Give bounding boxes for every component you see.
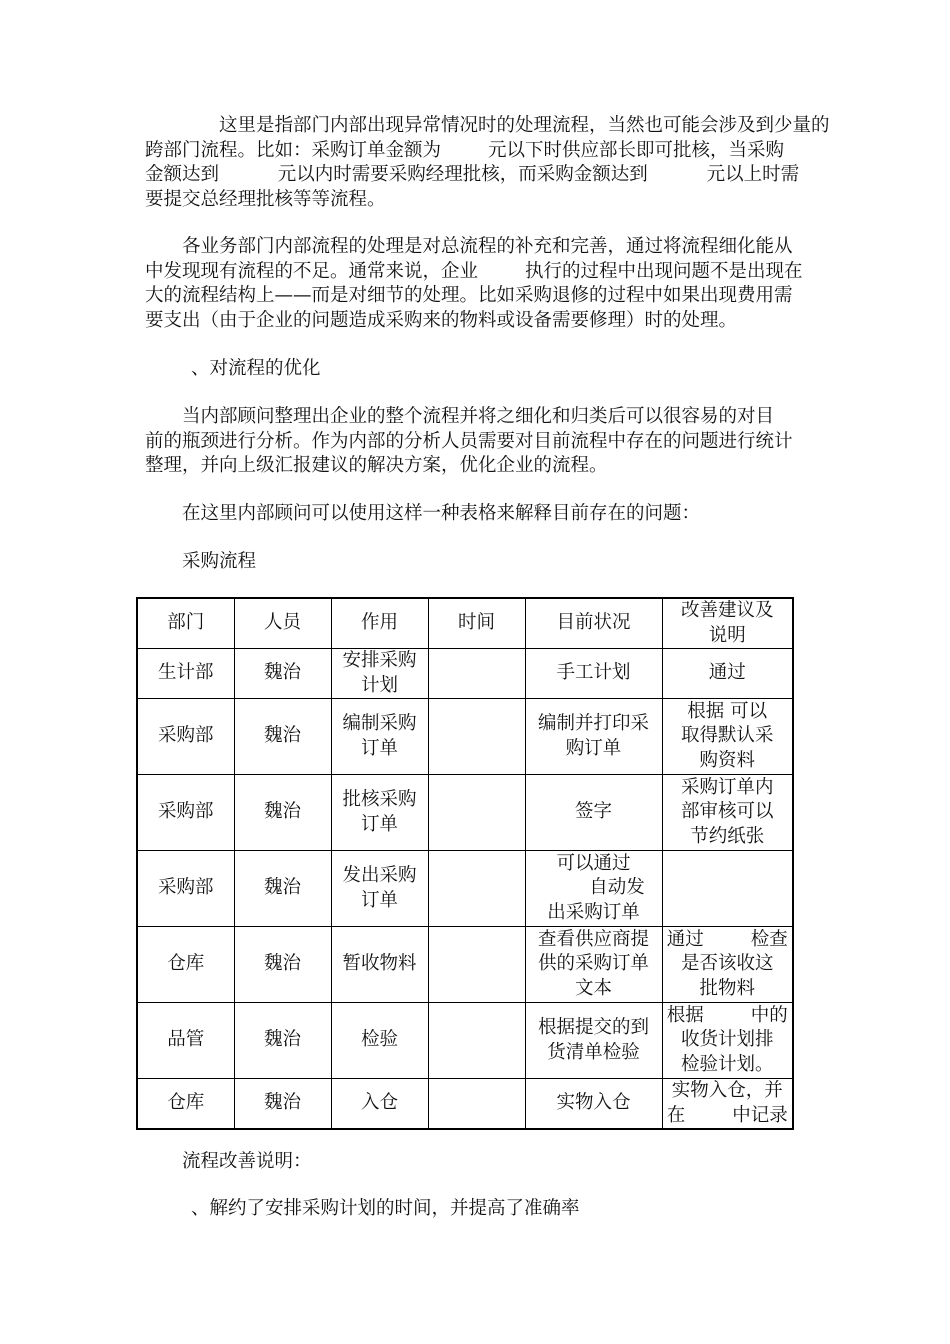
section-heading: 、对流程的优化 <box>191 358 321 379</box>
paragraph-optimization <box>145 405 810 479</box>
table-cell: 魏治 <box>234 1079 331 1130</box>
improvement-notes-title: 流程改善说明： <box>182 1151 312 1172</box>
table-row <box>137 1079 793 1130</box>
table-row <box>137 775 793 851</box>
text-line: 中发现现有流程的不足。通常来说，企业 执行的过程中出现问题不是出现在 <box>145 260 803 282</box>
table-cell: 批核采购 订单 <box>331 775 428 851</box>
table-cell: 品管 <box>137 1003 234 1079</box>
table-cell: 实物入仓 <box>525 1079 662 1130</box>
text-line: 大的流程结构上——而是对细节的处理。比如采购退修的过程中如果出现费用需 <box>145 285 793 306</box>
text-line: 各业务部门内部流程的处理是对总流程的补充和完善，通过将流程细化能从 <box>182 236 793 257</box>
table-cell: 编制采购 订单 <box>331 699 428 775</box>
table-cell <box>428 851 525 927</box>
table-cell: 实物入仓，并 在 中记录 <box>662 1079 793 1130</box>
table-cell: 魏治 <box>234 649 331 699</box>
table-row <box>137 1003 793 1079</box>
text-line: 整理，并向上级汇报建议的解决方案，优化企业的流程。 <box>145 455 608 476</box>
table-cell: 入仓 <box>331 1079 428 1130</box>
table-cell: 仓库 <box>137 1079 234 1130</box>
table-cell <box>428 699 525 775</box>
text-line: 跨部门流程。比如：采购订单金额为 元以下时供应部长即可批核，当采购 <box>145 139 785 161</box>
header-cell: 改善建议及 说明 <box>662 598 793 649</box>
table-title: 采购流程 <box>182 551 257 572</box>
table-cell <box>662 851 793 927</box>
table-cell: 魏治 <box>234 1003 331 1079</box>
text-line: 要提交总经理批核等等流程。 <box>145 188 386 210</box>
table-intro: 在这里内部顾问可以使用这样一种表格来解释目前存在的问题： <box>182 503 701 524</box>
table-cell: 通过 <box>662 649 793 699</box>
header-cell: 作用 <box>331 598 428 649</box>
table-row <box>137 699 793 775</box>
text-line: 金额达到 元以内时需要采购经理批核，而采购金额达到 元以上时需 <box>145 164 800 185</box>
table-cell: 魏治 <box>234 851 331 927</box>
table-cell <box>428 927 525 1003</box>
table-cell: 通过 检查 是否该收这 批物料 <box>662 927 793 1003</box>
paragraph-approval-process <box>145 114 830 212</box>
text-line: 当内部顾问整理出企业的整个流程并将之细化和归类后可以很容易的对目 <box>182 406 775 427</box>
table-cell: 采购部 <box>137 699 234 775</box>
table-cell: 采购部 <box>137 775 234 851</box>
table-cell: 安排采购 计划 <box>331 649 428 699</box>
table-cell: 检验 <box>331 1003 428 1079</box>
table-header-row <box>137 598 793 649</box>
table-cell <box>428 775 525 851</box>
paragraph-department-flow <box>145 235 810 333</box>
table-cell: 暂收物料 <box>331 927 428 1003</box>
header-cell: 时间 <box>428 598 525 649</box>
table-cell: 魏治 <box>234 927 331 1003</box>
table-cell: 生计部 <box>137 649 234 699</box>
table-cell <box>428 1003 525 1079</box>
table-cell: 发出采购 订单 <box>331 851 428 927</box>
table-cell: 手工计划 <box>525 649 662 699</box>
header-cell: 部门 <box>137 598 234 649</box>
procurement-process-table <box>136 597 794 1130</box>
table-cell <box>428 1079 525 1130</box>
table-cell: 根据 可以 取得默认采 购资料 <box>662 699 793 775</box>
table-cell: 魏治 <box>234 775 331 851</box>
table-row <box>137 851 793 927</box>
table-cell: 查看供应商提 供的采购订单 文本 <box>525 927 662 1003</box>
table-cell: 可以通过 自动发 出采购订单 <box>525 851 662 927</box>
text-line: 要支出（由于企业的问题造成采购来的物料或设备需要修理）时的处理。 <box>145 309 738 331</box>
text-line: 前的瓶颈进行分析。作为内部的分析人员需要对目前流程中存在的问题进行统计 <box>145 430 793 452</box>
header-cell: 目前状况 <box>525 598 662 649</box>
text-line: 这里是指部门内部出现异常情况时的处理流程，当然也可能会涉及到少量的 <box>219 115 830 136</box>
table-cell: 魏治 <box>234 699 331 775</box>
table-cell: 采购部 <box>137 851 234 927</box>
table-row <box>137 927 793 1003</box>
improvement-note-item: 、解约了安排采购计划的时间，并提高了准确率 <box>191 1198 580 1219</box>
table-cell: 签字 <box>525 775 662 851</box>
table-cell: 采购订单内 部审核可以 节约纸张 <box>662 775 793 851</box>
table-cell: 编制并打印采 购订单 <box>525 699 662 775</box>
table-cell: 根据提交的到 货清单检验 <box>525 1003 662 1079</box>
table-cell: 根据 中的 收货计划排 检验计划。 <box>662 1003 793 1079</box>
table-row <box>137 649 793 699</box>
header-cell: 人员 <box>234 598 331 649</box>
table-cell: 仓库 <box>137 927 234 1003</box>
table-cell <box>428 649 525 699</box>
